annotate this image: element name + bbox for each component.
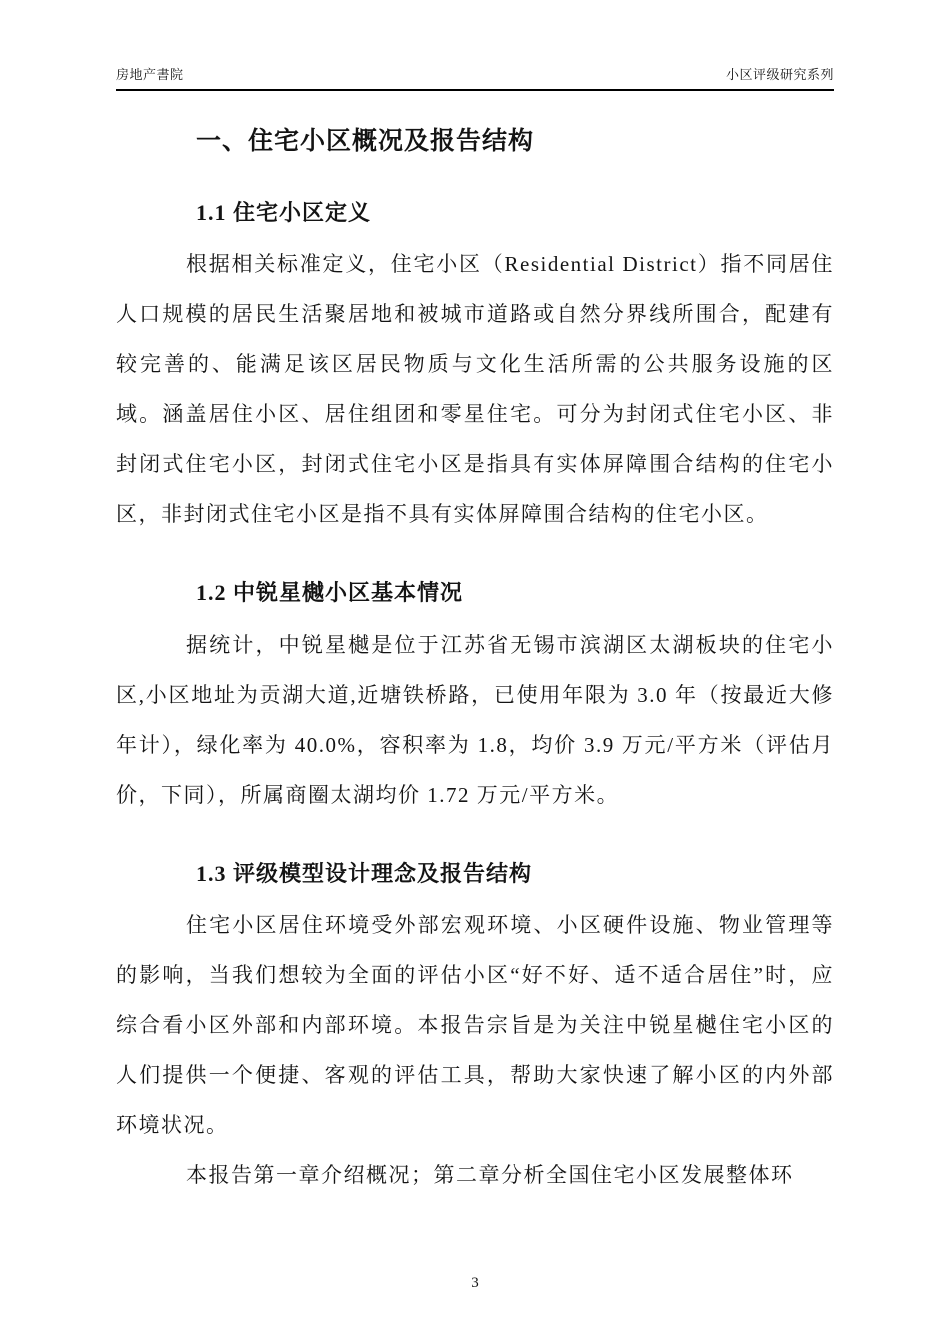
header-divider <box>116 89 834 91</box>
section-1-3-paragraph-2: 本报告第一章介绍概况；第二章分析全国住宅小区发展整体环 <box>186 1163 794 1188</box>
page-header <box>116 64 834 83</box>
section-heading-1-2: 1.2 中锐星樾小区基本情况 <box>196 580 464 606</box>
document-content <box>116 102 834 1200</box>
section-1-2-paragraph: 据统计，中锐星樾是位于江苏省无锡市滨湖区太湖板块的住宅小区,小区地址为贡湖大道,近塘铁桥路，已使用年限为 3.0 年（按最近大修年计），绿化率为 40.0%，容积率为 1.8，均价 3.9 万元/平方米（评估月价，下同），所属商圈太湖均价 1.72 万元/平方米。 <box>116 632 834 807</box>
header-left-text: 房地产書院 <box>116 67 184 82</box>
section-heading-1-1: 1.1 住宅小区定义 <box>196 199 372 225</box>
header-right-text: 小区评级研究系列 <box>725 67 834 82</box>
section-heading-1-3: 1.3 评级模型设计理念及报告结构 <box>196 860 533 886</box>
section-1-1-paragraph: 根据相关标准定义，住宅小区（Residential District）指不同居住人口规模的居民生活聚居地和被城市道路或自然分界线所围合，配建有较完善的、能满足该区居民物质与文化生活所需的公共服务设施的区域。涵盖居住小区、居住组团和零星住宅。可分为封闭式住宅小区、非封闭式住宅小区，封闭式住宅小区是指具有实体屏障围合结构的住宅小区，非封闭式住宅小区是指不具有实体屏障围合结构的住宅小区。 <box>116 252 834 527</box>
page-number: 3 <box>471 1275 479 1291</box>
section-1-3-paragraph-1: 住宅小区居住环境受外部宏观环境、小区硬件设施、物业管理等的影响，当我们想较为全面的评估小区“好不好、适不适合居住”时，应综合看小区外部和内部环境。本报告宗旨是为关注中锐星樾住宅小区的人们提供一个便捷、客观的评估工具，帮助大家快速了解小区的内外部环境状况。 <box>116 913 834 1138</box>
page-footer <box>0 1275 950 1292</box>
document-title: 一、住宅小区概况及报告结构 <box>196 128 535 155</box>
